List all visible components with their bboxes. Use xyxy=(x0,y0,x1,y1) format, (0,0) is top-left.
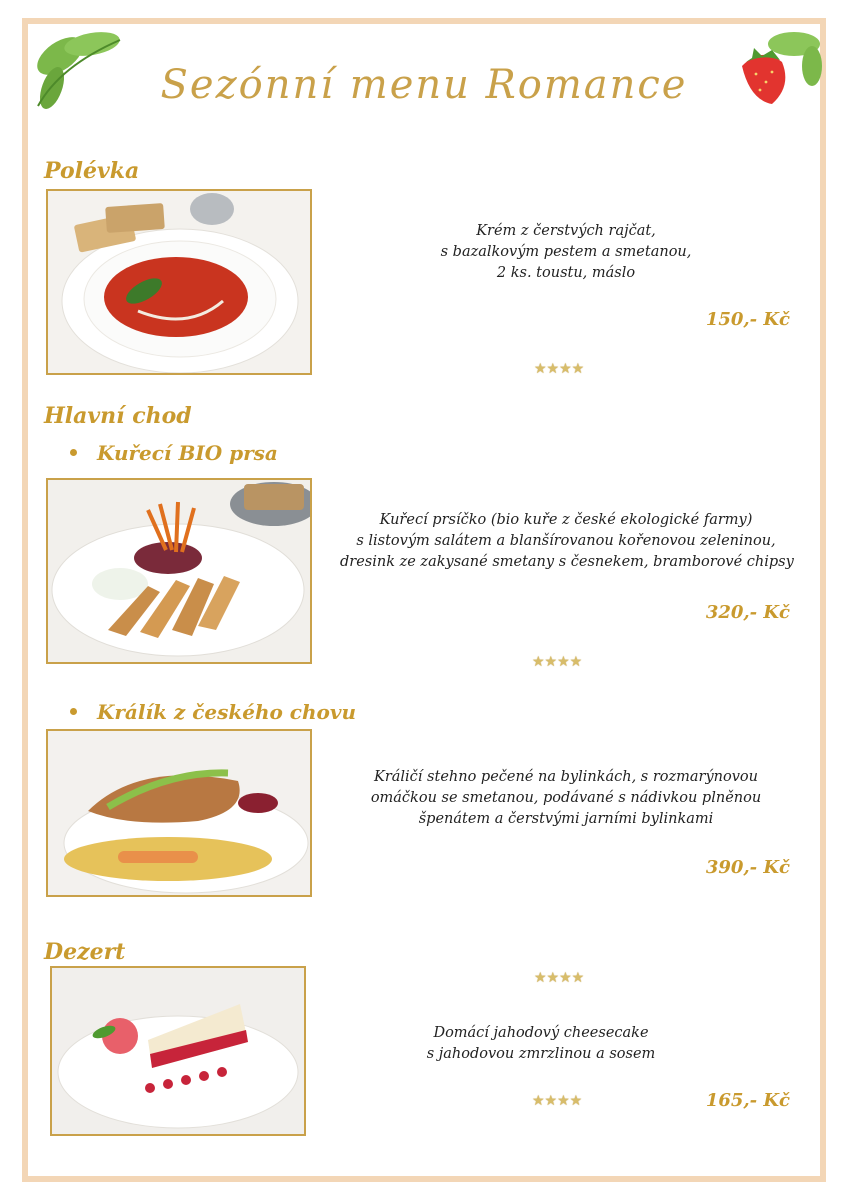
dessert-description xyxy=(380,1023,702,1065)
soup-description xyxy=(380,221,752,284)
dessert-desc-line: Domácí jahodový cheesecake xyxy=(433,1025,649,1041)
soup-desc-line: 2 ks. toustu, máslo xyxy=(496,265,636,281)
chicken-photo xyxy=(46,478,312,664)
soup-desc-line: Krém z čerstvých rajčat, xyxy=(476,223,656,239)
chicken-desc-line: Kuřecí prsíčko (bio kuře z české ekologické farmy) xyxy=(379,512,753,528)
chicken-price: 320,- Kč xyxy=(705,602,790,623)
bullet-icon xyxy=(70,449,77,456)
rabbit-stars-icon: ★★★★ xyxy=(534,970,585,986)
bullet-icon xyxy=(70,708,77,715)
section-heading-dessert: Dezert xyxy=(44,939,126,965)
item-name-chicken-label: Kuřecí BIO prsa xyxy=(97,441,278,465)
rabbit-desc-line: špenátem a čerstvými jarními bylinkami xyxy=(418,811,714,827)
item-name-chicken xyxy=(70,441,278,465)
rabbit-description xyxy=(340,767,792,830)
soup-price: 150,- Kč xyxy=(705,309,790,330)
item-name-rabbit xyxy=(70,700,356,724)
soup-stars-icon: ★★★★ xyxy=(534,361,585,377)
dessert-price: 165,- Kč xyxy=(705,1090,790,1111)
chicken-desc-line: dresink ze zakysané smetany s česnekem, bramborové chipsy xyxy=(340,554,794,570)
chicken-stars-icon: ★★★★ xyxy=(532,654,583,670)
chicken-desc-line: s listovým salátem a blanšírovanou kořenovou zeleninou, xyxy=(356,533,776,549)
rabbit-photo xyxy=(46,729,312,897)
rabbit-desc-line: Králičí stehno pečené na bylinkách, s rozmarýnovou xyxy=(374,769,758,785)
rabbit-desc-line: omáčkou se smetanou, podávané s nádivkou plněnou xyxy=(370,790,762,806)
item-name-rabbit-label: Králík z českého chovu xyxy=(97,700,357,724)
section-heading-main: Hlavní chod xyxy=(44,403,192,429)
soup-desc-line: s bazalkovým pestem a smetanou, xyxy=(440,244,692,260)
section-heading-soup: Polévka xyxy=(44,158,140,184)
dessert-stars-icon: ★★★★ xyxy=(532,1093,583,1109)
dessert-desc-line: s jahodovou zmrzlinou a sosem xyxy=(426,1046,656,1062)
dessert-photo xyxy=(50,966,306,1136)
soup-photo xyxy=(46,189,312,375)
rabbit-price: 390,- Kč xyxy=(705,857,790,878)
chicken-description xyxy=(340,510,792,573)
page-title: Sezónní menu Romance xyxy=(160,62,688,108)
